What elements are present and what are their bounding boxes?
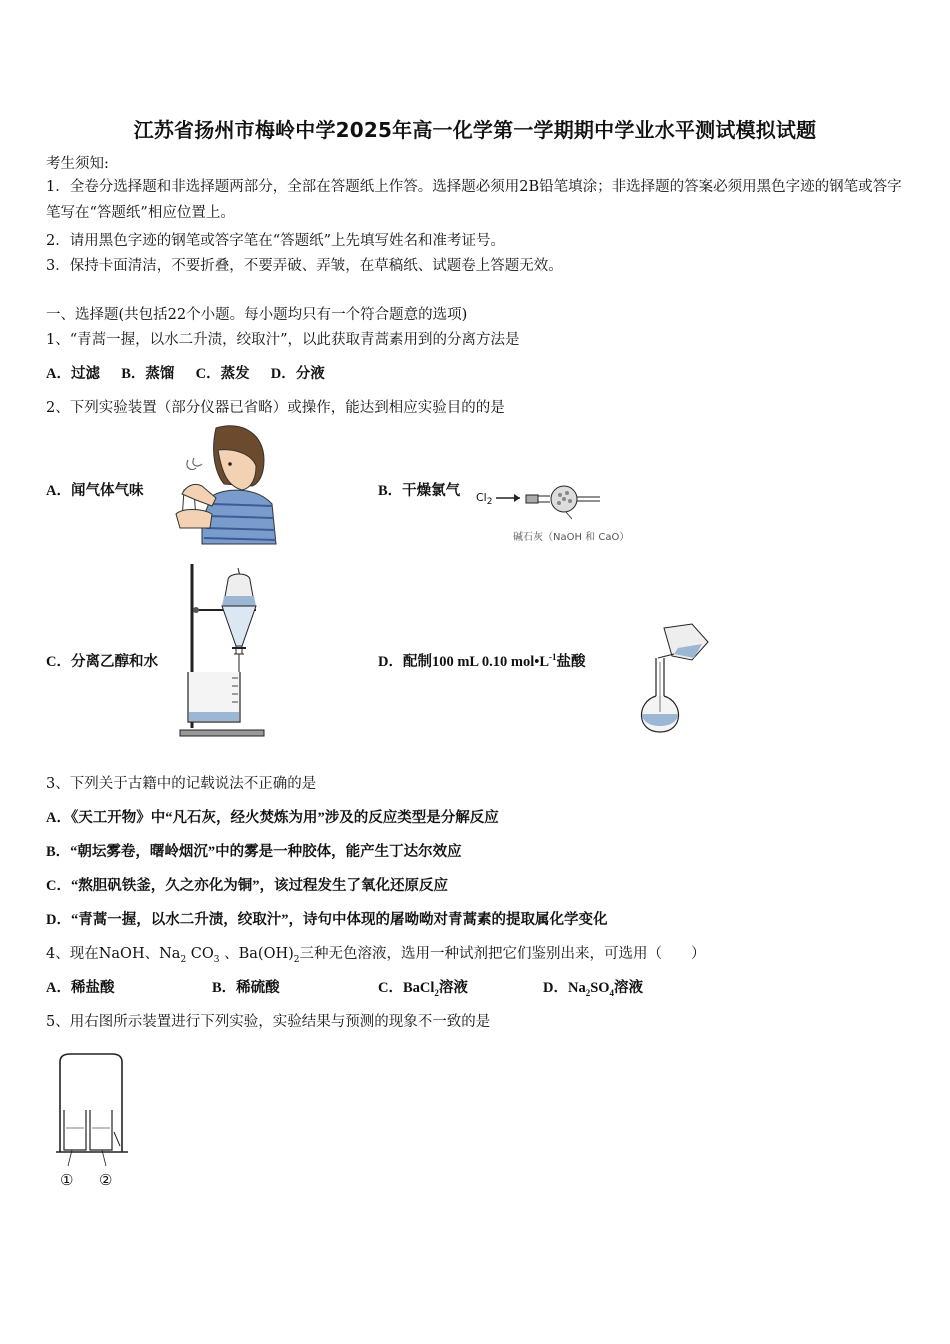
- q4-stem-c: 、Ba(OH): [219, 946, 294, 962]
- notice-item-1: 1．全卷分选择题和非选择题两部分，全部在答题纸上作答。选择题必须用2B铅笔填涂；非选择题的答案必须用黑色字迹的钢笔或答字笔写在“答题纸”相应位置上。: [46, 179, 902, 221]
- page-title: 江苏省扬州市梅岭中学2025年高一化学第一学期期中学业水平测试模拟试题: [133, 118, 817, 142]
- q2-option-c: C．分离乙醇和水: [46, 654, 158, 670]
- q1-option-c: C．蒸发: [195, 366, 250, 382]
- q4-option-b: B．稀硫酸: [212, 980, 280, 996]
- q4-option-c-text: C．BaCl: [378, 980, 435, 996]
- q2-option-d-sup: -1: [549, 652, 557, 663]
- q4-option-d-sub2: 4: [609, 987, 615, 998]
- drying-tube-figure: [494, 483, 604, 519]
- q4-stem: [46, 942, 706, 965]
- bell-jar-figure: [54, 1054, 130, 1166]
- q1-options: [46, 362, 325, 383]
- q3-option-d: D．“青蒿一握，以水二升渍，绞取汁”，诗句中体现的屠呦呦对青蒿素的提取属化学变化: [46, 912, 608, 928]
- q4-option-d-post: 溶液: [614, 980, 644, 996]
- notice-heading: 考生须知:: [46, 156, 109, 172]
- volumetric-flask-figure: [634, 622, 716, 734]
- q4-option-d: [543, 976, 643, 998]
- q4-option-d-sub1: 2: [585, 987, 591, 998]
- notice-item-2: 2．请用黑色字迹的钢笔或答字笔在“答题纸”上先填写姓名和准考证号。: [46, 233, 506, 249]
- smell-gas-figure: [172, 424, 278, 546]
- notice-item-3: 3．保持卡面清洁，不要折叠，不要弄破、弄皱，在草稿纸、试题卷上答题无效。: [46, 258, 563, 274]
- q3-stem: 3、下列关于古籍中的记载说法不正确的是: [46, 776, 317, 792]
- q2-stem: 2、下列实验装置（部分仪器已省略）或操作，能达到相应实验目的的是: [46, 400, 505, 416]
- q3-option-c: C．“熬胆矾铁釜，久之亦化为铜”，该过程发生了氧化还原反应: [46, 878, 448, 894]
- q2-option-a: A．闻气体气味: [46, 483, 144, 499]
- q5-label-1: ①: [60, 1171, 74, 1189]
- q4-stem-b: CO: [186, 946, 214, 962]
- cl2-label: [476, 491, 492, 507]
- q4-stem-d: 三种无色溶液，选用一种试剂把它们鉴别出来，可选用（ ）: [299, 946, 706, 962]
- cl2-text: Cl: [476, 491, 487, 504]
- q5-stem: 5、用右图所示装置进行下列实验，实验结果与预测的现象不一致的是: [46, 1014, 491, 1030]
- section-heading: 一、选择题(共包括22个小题。每小题均只有一个符合题意的选项): [46, 307, 468, 323]
- q3-option-a: A．《天工开物》中“凡石灰，经火焚炼为用”涉及的反应类型是分解反应: [46, 810, 499, 826]
- q4-option-d-text: D．Na: [543, 980, 586, 996]
- separatory-funnel-figure: [178, 562, 268, 738]
- q2-option-d-text: D．配制100 mL 0.10 mol•L: [378, 654, 550, 670]
- q2-option-b: B．干燥氯气: [378, 483, 461, 499]
- soda-lime-label: 碱石灰（NaOH 和 CaO）: [513, 532, 630, 543]
- q1-option-b: B．蒸馏: [121, 366, 175, 382]
- q2-option-d: [378, 650, 586, 671]
- q4-stem-sub1: 2: [180, 954, 187, 965]
- q4-stem-sub3: 2: [293, 954, 300, 965]
- q4-option-a: A．稀盐酸: [46, 980, 115, 996]
- q2-option-d-post: 盐酸: [556, 654, 586, 670]
- q4-option-d-mid: SO: [590, 980, 610, 996]
- q5-label-2: ②: [99, 1171, 113, 1189]
- q4-option-c: [378, 976, 468, 998]
- q3-option-b: B．“朝坛雾卷，曙岭烟沉”中的雾是一种胶体，能产生丁达尔效应: [46, 844, 462, 860]
- q1-option-a: A．过滤: [46, 366, 100, 382]
- q4-option-c-sub: 2: [434, 987, 439, 998]
- q4-stem-a: 4、现在NaOH、Na: [46, 946, 181, 962]
- q1-option-d: D．分液: [270, 366, 325, 382]
- q4-stem-sub2: 3: [213, 954, 220, 965]
- q1-stem: 1、“青蒿一握，以水二升渍，绞取汁”，以此获取青蒿素用到的分离方法是: [46, 332, 520, 348]
- cl2-sub: 2: [486, 497, 493, 508]
- q4-option-c-post: 溶液: [438, 980, 468, 996]
